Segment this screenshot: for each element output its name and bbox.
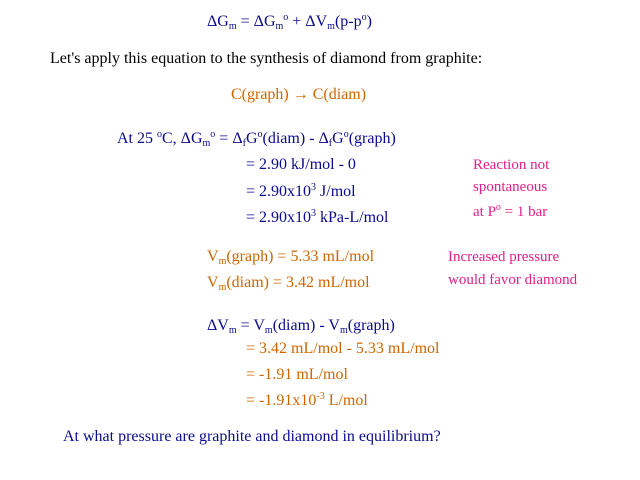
reaction-equation: C(graph) → C(diam) — [231, 86, 367, 103]
delta-v-definition: $\Delta V_m$ = $V_m(diam)$ - $V_m(graph)$ — [207, 317, 395, 336]
note-pressure-2: would favor diamond — [448, 272, 578, 288]
calc-line-1: = 2.90 kJ/mol - 0 — [246, 156, 356, 173]
calc-line-2: = $2.90x10^3$ J/mol — [246, 182, 356, 200]
delta-v-line-3: = $-1.91x10^{-3}$ L/mol — [246, 391, 368, 409]
volume-diamond: $V_m(diam) = 3.42$ mL/mol — [207, 274, 370, 293]
intro-text: Let's apply this equation to the synthesis of diamond from graphite: — [50, 50, 483, 67]
calc-line-3: = $2.90x10^3$ kPa-L/mol — [246, 208, 389, 226]
note-not-spontaneous-1: Reaction not — [473, 157, 550, 173]
volume-graphite: $V_m(graph) = 5.33$ mL/mol — [207, 248, 375, 267]
note-not-spontaneous-3: at $P^o = 1$ bar — [473, 202, 548, 220]
question-text: At what pressure are graphite and diamond in equilibrium? — [63, 428, 441, 445]
delta-g-definition: At 25 $^o$C, $\Delta G_m^o$ = $\Delta_fG^o(diam)$ - $\Delta_fG^o(graph)$ — [117, 129, 396, 149]
gibbs-equation: $\Delta G_m = \Delta G_m^o + \Delta V_m(p-p^o)$ — [207, 12, 372, 32]
note-not-spontaneous-2: spontaneous — [473, 179, 548, 195]
delta-v-line-1: = 3.42 mL/mol - 5.33 mL/mol — [246, 340, 440, 357]
delta-v-line-2: = -1.91 mL/mol — [246, 366, 348, 383]
note-pressure-1: Increased pressure — [448, 249, 560, 265]
